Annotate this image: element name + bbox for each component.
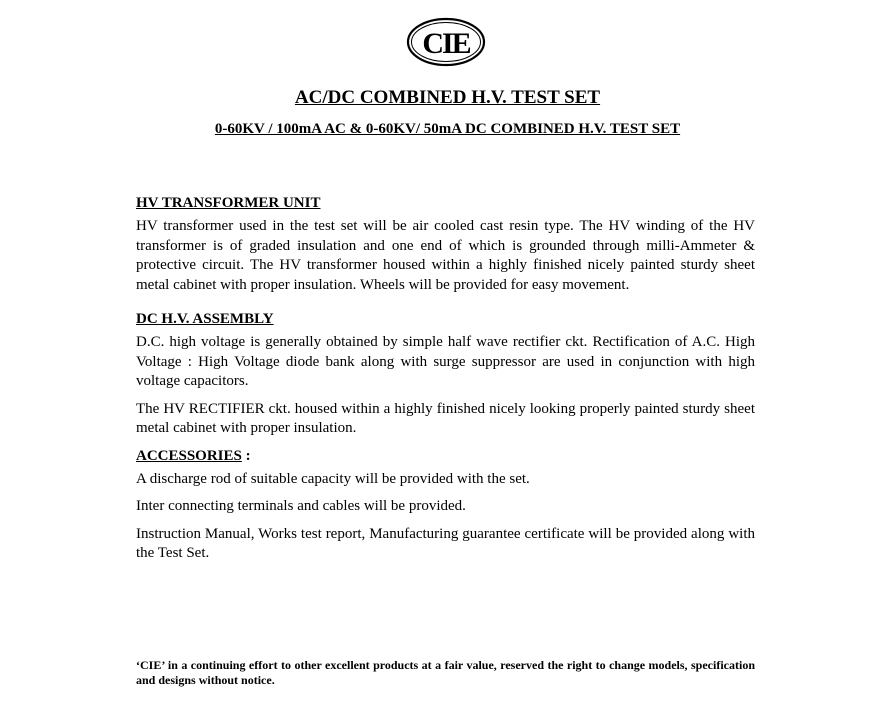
heading-colon: : [241,447,251,464]
section-hv-transformer [136,194,755,295]
section-heading-accessories: ACCESSORIES [136,447,242,464]
accessories-item-documents: Instruction Manual, Works test report, Manufacturing guarantee certificate will be provided along with the Test Set. [136,525,755,561]
company-logo [406,17,486,67]
logo-text: CIE [422,27,470,60]
footer-disclaimer: ‘CIE’ in a continuing effort to other excellent products at a fair value, reserved the right to change models, specification and designs without notice. [136,658,755,687]
dc-assembly-paragraph-2: The HV RECTIFIER ckt. housed within a highly finished nicely looking properly painted sturdy sheet metal cabinet with proper insulation. [136,400,755,436]
section-heading-hv-transformer: HV TRANSFORMER UNIT [136,195,321,211]
document-body [136,194,755,564]
section-dc-assembly [136,310,755,439]
hv-transformer-paragraph: HV transformer used in the test set will be air cooled cast resin type. The HV winding of the HV transformer is of graded insulation and one end of which is grounded through milli-Ammeter & protective circuit. The HV transformer housed within a highly finished nicely painted sturdy sheet metal cabinet with proper insulation. Wheels will be provided for easy movement. [136,218,755,293]
section-accessories [136,447,755,564]
page-subtitle: 0-60KV / 100mA AC & 0-60KV/ 50mA DC COMBINED H.V. TEST SET [214,121,681,137]
section-heading-dc-assembly: DC H.V. ASSEMBLY [136,311,274,327]
cie-logo-icon [406,17,486,67]
page-title: AC/DC COMBINED H.V. TEST SET [294,87,601,108]
accessories-item-terminals: Inter connecting terminals and cables will be provided. [136,498,466,514]
dc-assembly-paragraph-1: D.C. high voltage is generally obtained by simple half wave rectifier ckt. Rectification of A.C. High Voltage : High Voltage diode bank along with surge suppressor are used in conjunction with high voltage capacitors. [136,334,755,389]
accessories-item-discharge-rod: A discharge rod of suitable capacity will be provided with the set. [136,470,530,487]
